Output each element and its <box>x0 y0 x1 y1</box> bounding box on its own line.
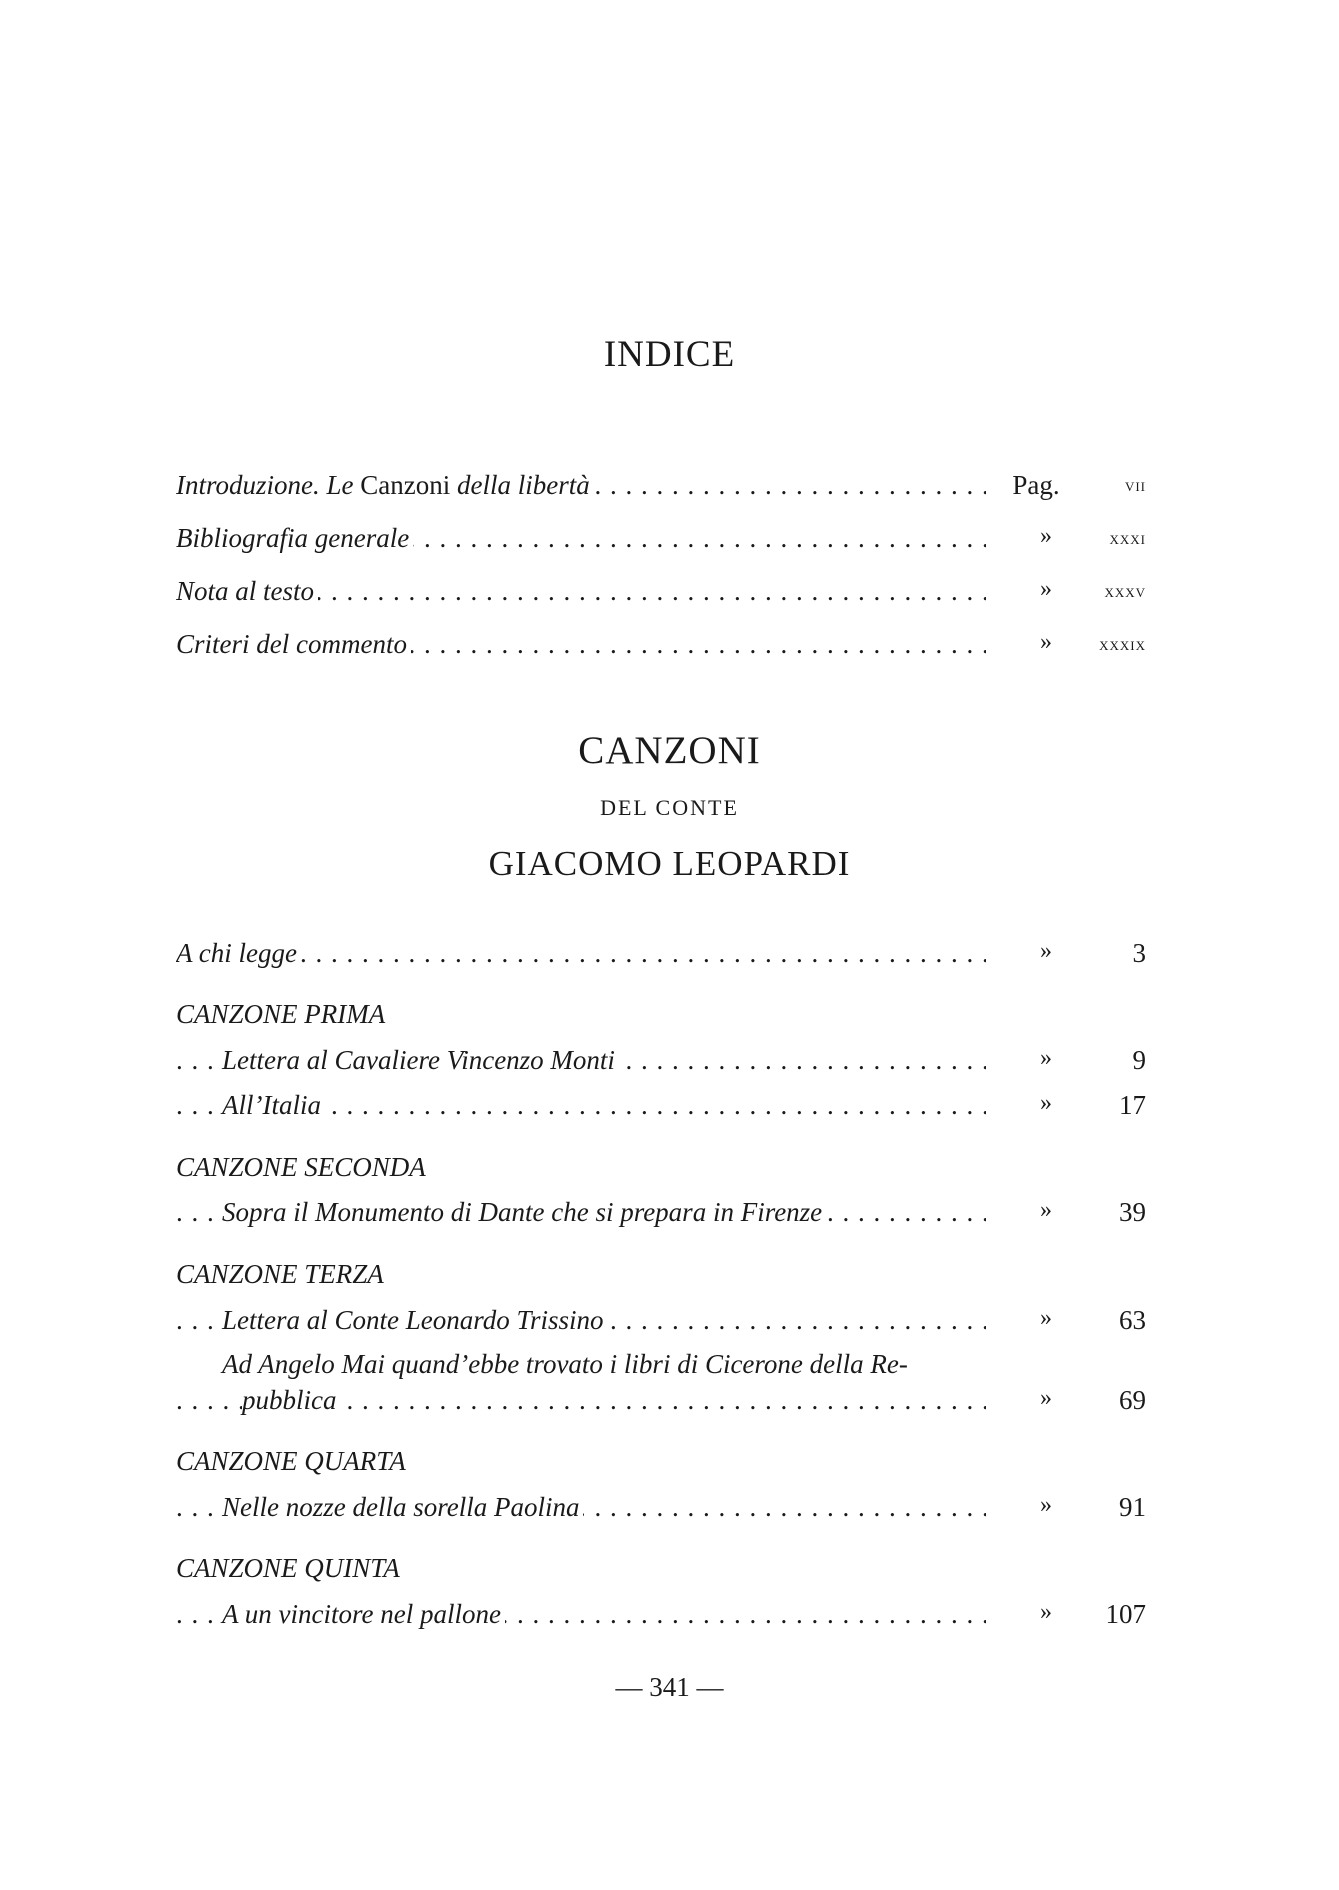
toc-marker: Pag. <box>1012 470 1060 500</box>
section-heading: CANZONE PRIMA <box>176 999 386 1029</box>
toc-marker: » <box>1040 1197 1052 1223</box>
toc-title: pubblica <box>242 1385 341 1415</box>
toc-title: Nota al testo <box>176 576 318 606</box>
toc-page-number: 17 <box>1119 1090 1146 1120</box>
toc-page-number: 91 <box>1119 1492 1146 1522</box>
page-number-footer: — 341 — <box>615 1672 724 1702</box>
toc-title: Bibliografia generale <box>176 523 413 553</box>
toc-title: All’Italia <box>222 1090 325 1120</box>
toc-title: Canzoni <box>360 470 451 500</box>
toc-page-number: xxxix <box>1099 634 1146 655</box>
toc-title: Introduzione. Le <box>176 470 361 500</box>
section-heading: CANZONE SECONDA <box>176 1152 426 1182</box>
toc-row <box>176 1045 1146 1085</box>
toc-marker: » <box>1040 938 1052 964</box>
toc-page-number: xxxi <box>1109 528 1146 549</box>
toc-title: della libertà <box>450 470 590 500</box>
toc-marker: » <box>1040 1305 1052 1331</box>
toc-marker: » <box>1040 1045 1052 1071</box>
index-title: INDICE <box>603 334 736 375</box>
canzoni-title: CANZONI <box>578 729 761 772</box>
toc-marker: » <box>1040 629 1052 655</box>
toc-row <box>176 1305 1146 1345</box>
toc-row <box>176 1492 1146 1532</box>
toc-page-number: xxxv <box>1104 581 1146 602</box>
toc-row-bibliografia <box>176 523 1146 563</box>
toc-row <box>176 1599 1146 1639</box>
toc-page-number: 107 <box>1105 1599 1146 1629</box>
toc-title: A chi legge <box>176 938 301 968</box>
toc-title-line: Ad Angelo Mai quand’ebbe trovato i libri di Cicerone della Re- <box>222 1349 908 1379</box>
toc-marker: » <box>1040 1492 1052 1518</box>
toc-title: Criteri del commento <box>176 629 411 659</box>
toc-marker: » <box>1040 1090 1052 1116</box>
toc-title: Lettera al Conte Leonardo Trissino <box>222 1305 608 1335</box>
section-heading: CANZONE QUINTA <box>176 1553 400 1583</box>
toc-page-number: vii <box>1124 475 1146 496</box>
toc-page-number: 69 <box>1119 1385 1146 1415</box>
toc-page-number: 3 <box>1132 938 1146 968</box>
section-heading: CANZONE QUARTA <box>176 1446 406 1476</box>
conte-line: DEL CONTE <box>600 795 739 820</box>
toc-title: Nelle nozze della sorella Paolina <box>222 1492 583 1522</box>
toc-title: Sopra il Monumento di Dante che si prepara in Firenze <box>222 1197 826 1227</box>
section-heading: CANZONE TERZA <box>176 1259 384 1289</box>
toc-page-number: 39 <box>1119 1197 1146 1227</box>
toc-title: A un vincitore nel pallone <box>222 1599 505 1629</box>
toc-page-number: 63 <box>1119 1305 1146 1335</box>
toc-row <box>176 1090 1146 1130</box>
toc-row <box>176 1197 1146 1237</box>
toc-row-nota <box>176 576 1146 616</box>
toc-row <box>176 1385 1146 1425</box>
toc-marker: » <box>1040 1385 1052 1411</box>
toc-row-criteri <box>176 629 1146 669</box>
author-title: GIACOMO LEOPARDI <box>488 844 851 883</box>
toc-marker: » <box>1040 523 1052 549</box>
toc-marker: » <box>1040 1599 1052 1625</box>
toc-marker: » <box>1040 576 1052 602</box>
toc-page-number: 9 <box>1132 1045 1146 1075</box>
toc-row-a-chi-legge <box>176 938 1146 978</box>
toc-row-introduzione <box>176 470 1146 510</box>
toc-title: Lettera al Cavaliere Vincenzo Monti <box>222 1045 619 1075</box>
